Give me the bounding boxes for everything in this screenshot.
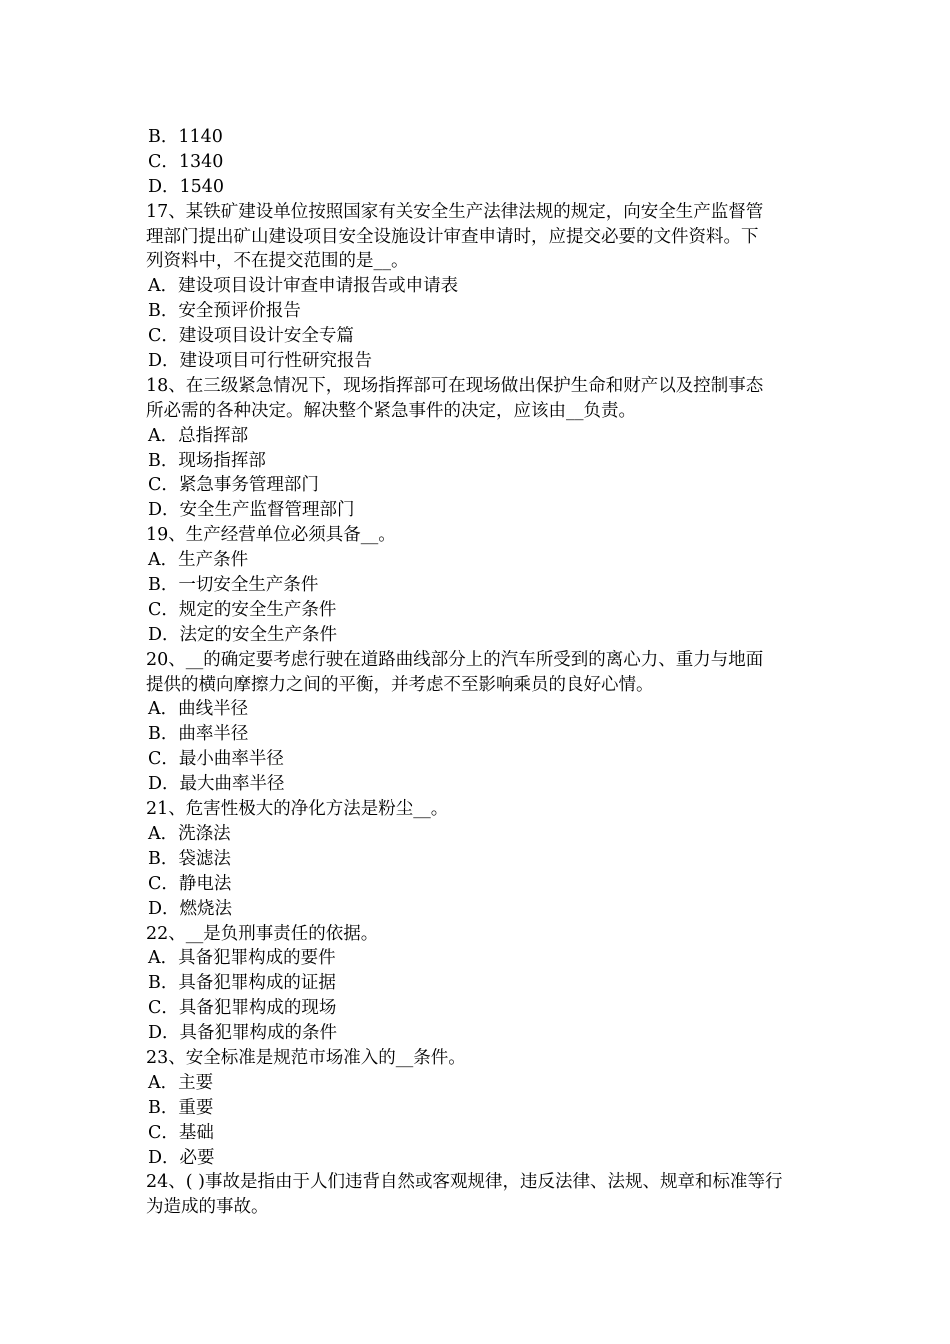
answer-option: D．具备犯罪构成的条件 xyxy=(148,1023,338,1044)
answer-option: A．主要 xyxy=(148,1072,214,1093)
answer-option: D．安全生产监督管理部门 xyxy=(148,500,355,521)
answer-option: D．燃烧法 xyxy=(148,898,233,919)
answer-option: C．最小曲率半径 xyxy=(148,749,284,770)
answer-option: D．1540 xyxy=(148,176,225,197)
answer-option: B．袋滤法 xyxy=(148,848,231,869)
answer-option: B．安全预评价报告 xyxy=(148,301,301,322)
answer-option: A．总指挥部 xyxy=(148,425,249,446)
answer-option: D．必要 xyxy=(148,1147,215,1168)
question-text-line: 21、危害性极大的净化方法是粉尘__。 xyxy=(146,799,449,820)
answer-option: C．紧急事务管理部门 xyxy=(148,475,319,496)
answer-option: A．洗涤法 xyxy=(148,823,231,844)
answer-option: B．具备犯罪构成的证据 xyxy=(148,973,336,994)
question-text-line: 所必需的各种决定。解决整个紧急事件的决定，应该由__负责。 xyxy=(146,400,636,421)
answer-option: B．曲率半径 xyxy=(148,724,249,745)
question-text-line: 20、__的确定要考虑行驶在道路曲线部分上的汽车所受到的离心力、重力与地面 xyxy=(146,649,764,670)
question-text-line: 18、在三级紧急情况下，现场指挥部可在现场做出保护生命和财产以及控制事态 xyxy=(146,375,764,396)
answer-option: B．1140 xyxy=(148,127,223,147)
answer-option: C．具备犯罪构成的现场 xyxy=(148,998,337,1019)
answer-option: B．一切安全生产条件 xyxy=(148,575,319,596)
question-text-line: 理部门提出矿山建设项目安全设施设计审查申请时，应提交必要的文件资料。下 xyxy=(146,226,759,247)
answer-option: A．曲线半径 xyxy=(148,699,249,720)
answer-option: C．基础 xyxy=(148,1122,214,1143)
answer-option: C．1340 xyxy=(148,151,224,172)
question-text-line: 为造成的事故。 xyxy=(146,1197,269,1218)
answer-option: C．规定的安全生产条件 xyxy=(148,599,337,620)
question-text-line: 23、安全标准是规范市场准入的__条件。 xyxy=(146,1047,466,1068)
answer-option: C．建设项目设计安全专篇 xyxy=(148,326,354,347)
question-text-line: 22、__是负刑事责任的依据。 xyxy=(146,923,379,944)
answer-option: D．法定的安全生产条件 xyxy=(148,624,338,645)
answer-option: A．生产条件 xyxy=(148,550,249,571)
answer-option: A．建设项目设计审查申请报告或申请表 xyxy=(148,276,459,297)
question-text-line: 24、( )事故是指由于人们违背自然或客观规律，违反法律、法规、规章和标准等行 xyxy=(146,1172,783,1193)
answer-option: B．重要 xyxy=(148,1097,214,1118)
question-text-line: 17、某铁矿建设单位按照国家有关安全生产法律法规的规定，向安全生产监督管 xyxy=(146,201,764,222)
answer-option: B．现场指挥部 xyxy=(148,450,266,471)
answer-option: D．建设项目可行性研究报告 xyxy=(148,351,373,372)
question-text-line: 列资料中，不在提交范围的是__。 xyxy=(146,251,409,272)
question-text-line: 提供的横向摩擦力之间的平衡，并考虑不至影响乘员的良好心情。 xyxy=(146,674,654,695)
document-body xyxy=(146,125,814,1220)
answer-option: C．静电法 xyxy=(148,873,232,894)
answer-option: A．具备犯罪构成的要件 xyxy=(148,948,336,969)
question-text-line: 19、生产经营单位必须具备__。 xyxy=(146,525,396,546)
answer-option: D．最大曲率半径 xyxy=(148,774,285,795)
